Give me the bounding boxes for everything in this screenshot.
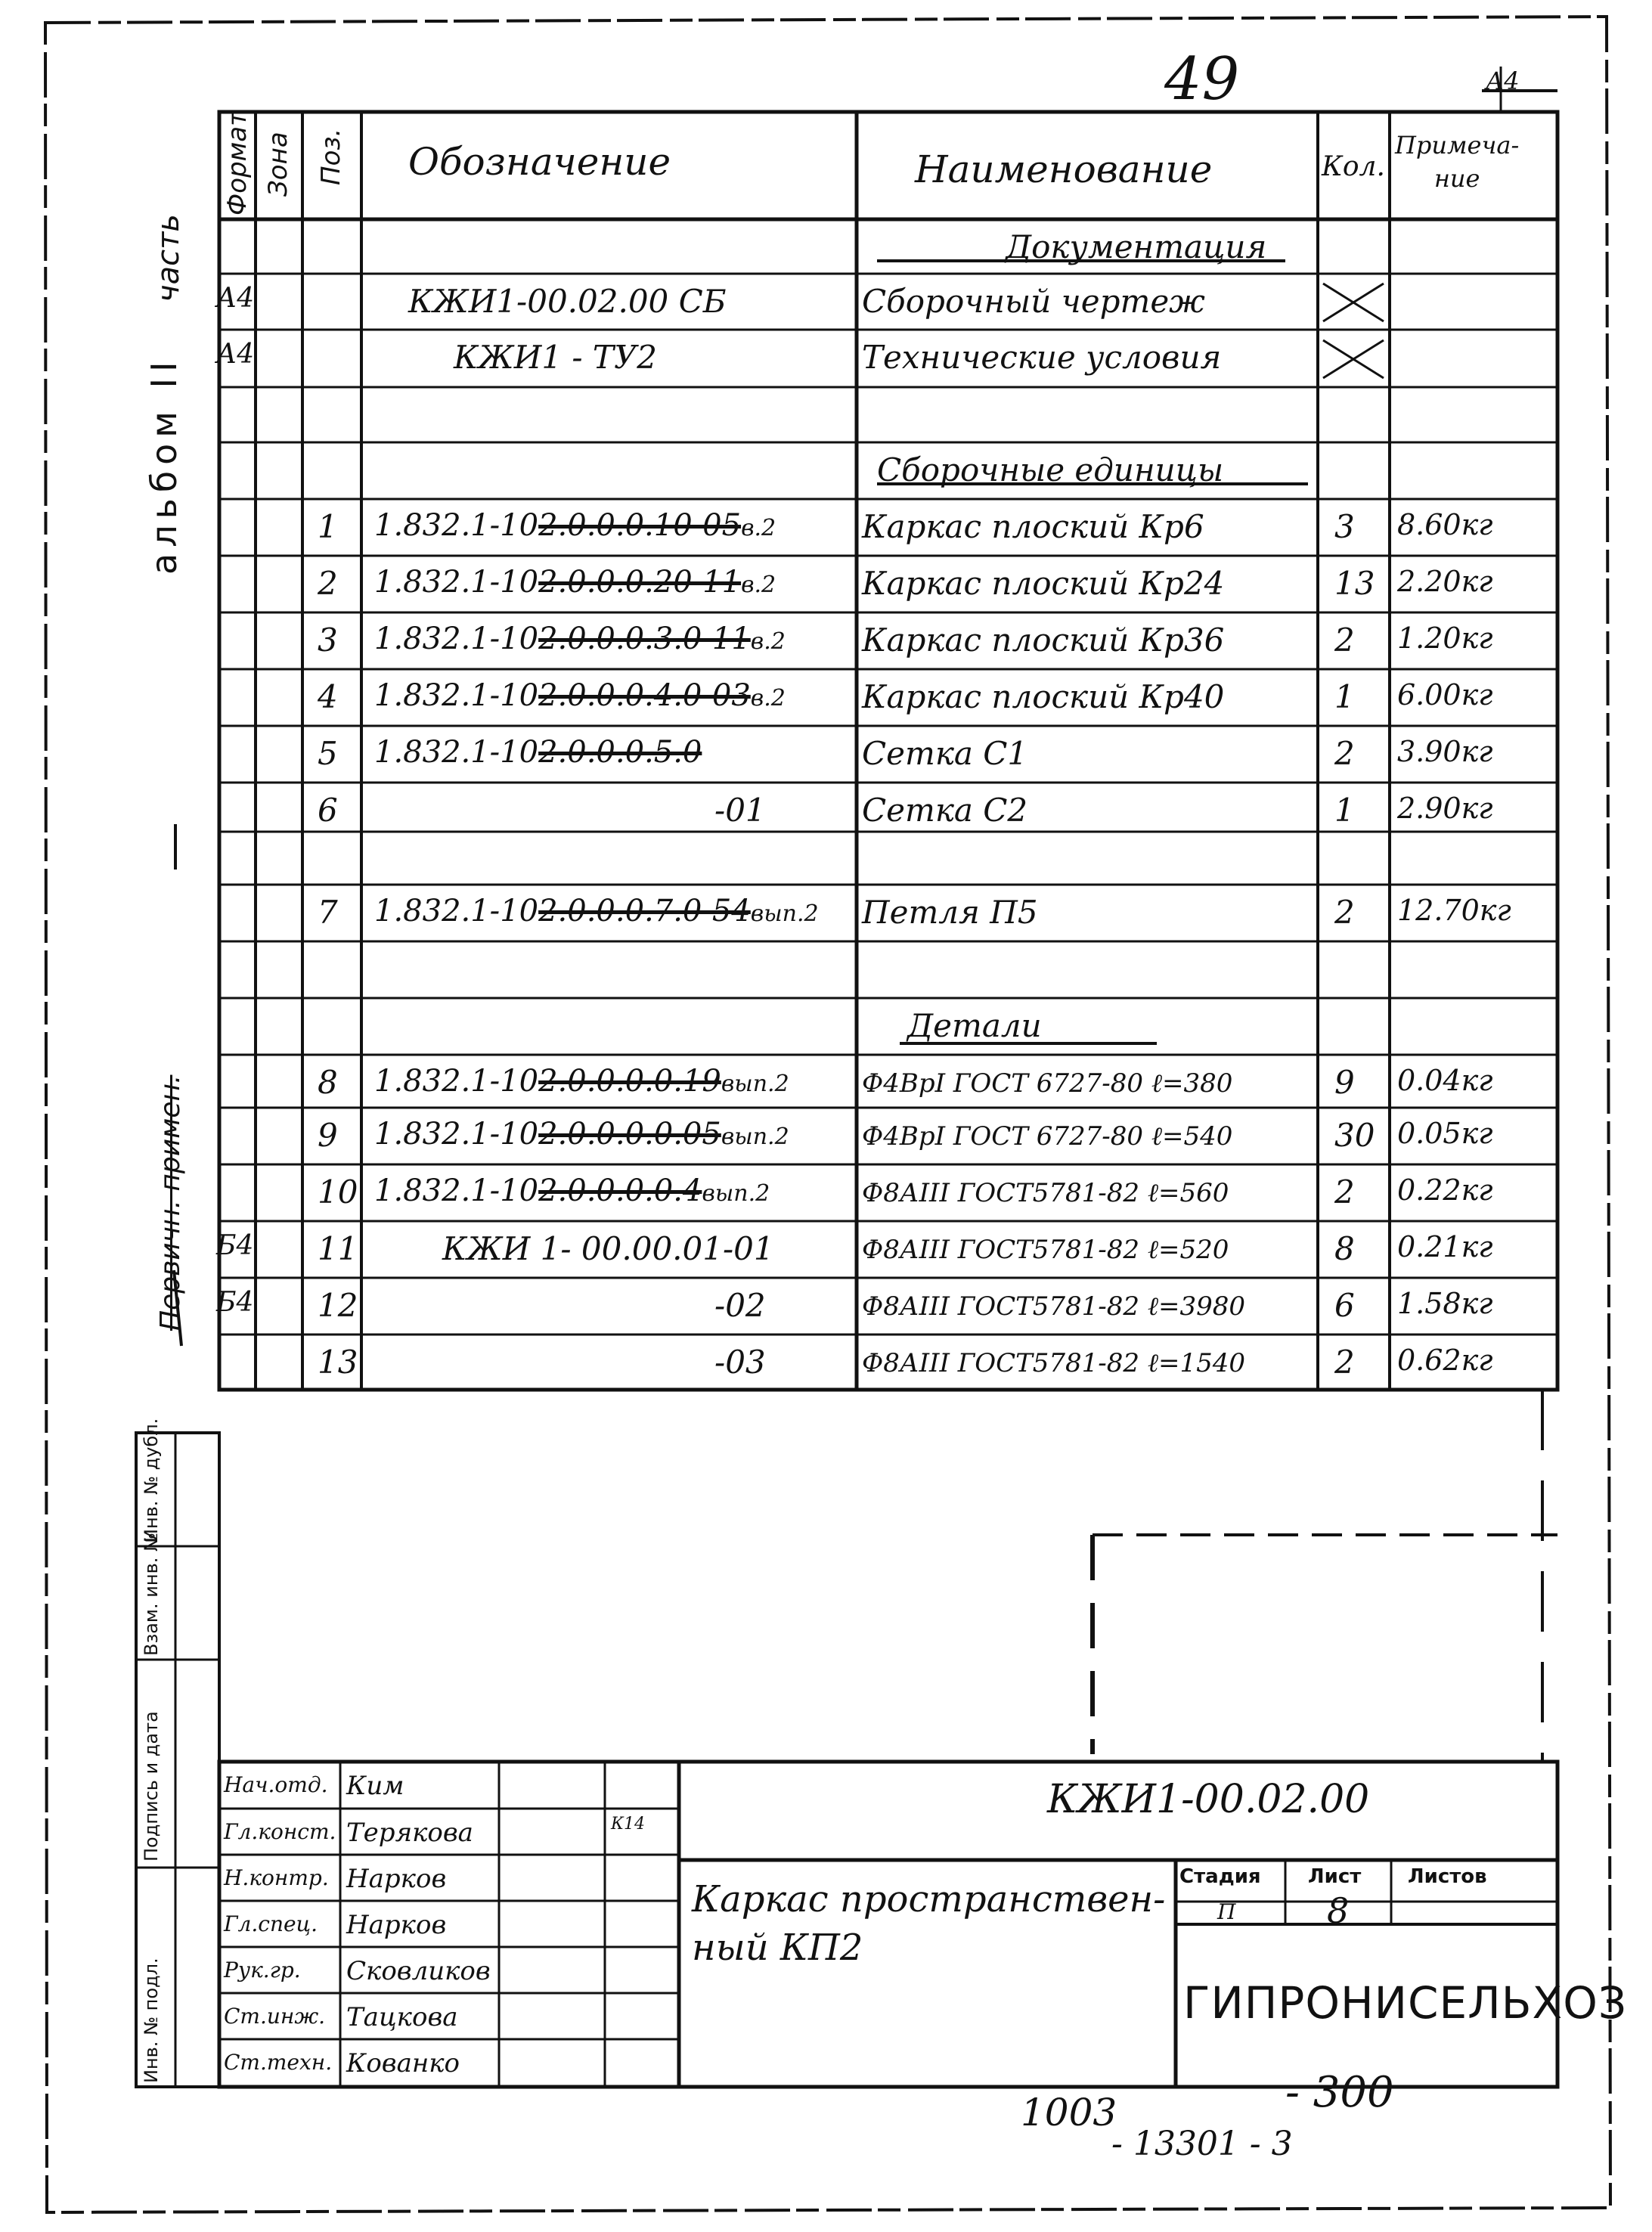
row-name: Ф8АIII ГОСТ5781-82 ℓ=520 [862, 1235, 1229, 1265]
designation-struck: 2.0.0.0.7.0-54 [538, 894, 751, 928]
row-qty: 2 [1334, 735, 1355, 772]
row-pos: 9 [318, 1117, 338, 1154]
designation-struck: 2.0.0.0.0.19 [538, 1064, 721, 1099]
row-qty: 2 [1334, 622, 1355, 659]
designation-base: 1.832.1-10 [374, 565, 539, 600]
row-qty: 9 [1334, 1064, 1355, 1101]
signer-name: Ким [346, 1771, 404, 1801]
signer-role: Ст.инж. [224, 2004, 326, 2029]
designation-struck: 2.0.0.0.0.05 [538, 1117, 721, 1152]
row-qty: 1 [1334, 678, 1355, 715]
designation-tail: вып.2 [721, 1071, 789, 1097]
header-zone: Зона [263, 132, 293, 197]
signer-role: Гл.спец. [224, 1911, 318, 1936]
row-note: 0.04кг [1397, 1064, 1493, 1097]
header-name: Наименование [915, 147, 1213, 191]
row-designation: -01 [714, 792, 766, 829]
doc-title: Каркас пространствен- ный КП2 [692, 1878, 1166, 1969]
bottom-mark-2: - 300 [1285, 2068, 1394, 2117]
row-name: Сетка С2 [862, 792, 1028, 829]
row-note: 12.70кг [1397, 894, 1511, 927]
doc-code: КЖИ1-00.02.00 [1047, 1777, 1370, 1822]
header-qty: Кол. [1322, 151, 1385, 182]
row-note: 1.58кг [1397, 1287, 1493, 1320]
side-album-part: часть [151, 213, 186, 302]
sheets-label: Листов [1408, 1865, 1487, 1888]
row-designation [374, 622, 786, 656]
row-name: Каркас плоский Кр24 [862, 565, 1225, 602]
row-designation [374, 1117, 789, 1152]
side-album-label: альбом II [144, 355, 184, 575]
designation-base: 1.832.1-10 [374, 678, 539, 713]
designation-struck: 2.0.0.0.0.4 [538, 1173, 702, 1208]
row-designation [374, 735, 702, 770]
row-note: 6.00кг [1397, 678, 1493, 711]
row-name: Ф8АIII ГОСТ5781-82 ℓ=3980 [862, 1291, 1246, 1322]
row-pos: 10 [318, 1173, 358, 1211]
strip-inv-dubl: Инв. № дубл. [141, 1418, 162, 1542]
header-designation: Обозначение [408, 140, 671, 184]
row-qty: 6 [1334, 1287, 1355, 1324]
sheet-value: 8 [1327, 1890, 1350, 1931]
designation-tail: вып.2 [702, 1180, 770, 1207]
designation-base: 1.832.1-10 [374, 622, 539, 656]
designation-tail: в.2 [741, 572, 776, 598]
row-qty: 13 [1334, 565, 1375, 602]
stamp-mark: К14 [611, 1815, 646, 1834]
bottom-mark-1: 1003 [1021, 2091, 1117, 2134]
stage-label: Стадия [1179, 1865, 1261, 1888]
row-pos: 7 [318, 894, 338, 931]
designation-base: 1.832.1-10 [374, 508, 539, 543]
row-pos: 8 [318, 1064, 338, 1101]
row-designation [374, 678, 786, 713]
designation-base: 1.832.1-10 [374, 894, 539, 928]
row-designation [374, 565, 776, 600]
section-heading: Сборочные единицы [877, 451, 1224, 488]
row-note: 8.60кг [1397, 508, 1493, 541]
row-name: Каркас плоский Кр6 [862, 508, 1204, 545]
row-pos: 4 [318, 678, 338, 715]
header-format: Формат [222, 111, 253, 215]
row-designation: -03 [714, 1344, 766, 1381]
signer-name: Нарков [346, 1864, 447, 1894]
section-heading: Детали [907, 1007, 1042, 1044]
stage-value: П [1217, 1899, 1236, 1924]
signer-role: Нач.отд. [224, 1772, 328, 1797]
designation-tail: вып.2 [721, 1124, 789, 1150]
row-pos: 5 [318, 735, 338, 772]
signer-role: Гл.конст. [224, 1819, 336, 1844]
row-designation: КЖИ1 - ТУ2 [454, 339, 658, 376]
designation-tail: в.2 [750, 685, 786, 711]
row-designation: -02 [714, 1287, 766, 1324]
row-note: 1.20кг [1397, 622, 1493, 655]
row-designation [374, 508, 776, 543]
row-note: 3.90кг [1397, 735, 1493, 768]
signer-role: Ст.техн. [224, 2050, 333, 2075]
signer-name: Терякова [346, 1818, 473, 1848]
designation-base: 1.832.1-10 [374, 735, 539, 770]
designation-base: 1.832.1-10 [374, 1064, 539, 1099]
signer-name: Сковликов [346, 1956, 491, 1986]
designation-tail: в.2 [750, 628, 786, 655]
row-note: 0.21кг [1397, 1230, 1493, 1263]
row-format: Б4 [216, 1287, 254, 1318]
row-qty: 1 [1334, 792, 1355, 829]
row-name: Ф8АIII ГОСТ5781-82 ℓ=1540 [862, 1348, 1246, 1378]
designation-tail: вып.2 [750, 901, 819, 927]
row-pos: 2 [318, 565, 338, 602]
row-note: 0.22кг [1397, 1173, 1493, 1207]
row-note: 2.90кг [1397, 792, 1493, 825]
row-designation [374, 894, 819, 928]
bottom-mark-3: - 13301 - 3 [1111, 2125, 1293, 2163]
strip-vzam-inv: Взам. инв. № [141, 1533, 162, 1656]
row-designation [374, 1173, 770, 1208]
signer-name: Нарков [346, 1910, 447, 1940]
row-name: Сетка С1 [862, 735, 1028, 772]
row-pos: 11 [318, 1230, 358, 1267]
header-note: Примеча- ние [1395, 131, 1520, 193]
row-qty: 3 [1334, 508, 1355, 545]
row-note: 0.62кг [1397, 1344, 1493, 1377]
row-name: Технические условия [862, 339, 1222, 376]
strip-inv-podl: Инв. № подл. [141, 1958, 162, 2083]
row-name: Ф8АIII ГОСТ5781-82 ℓ=560 [862, 1178, 1229, 1208]
row-qty: 2 [1334, 1173, 1355, 1211]
row-designation: КЖИ1-00.02.00 СБ [408, 283, 727, 320]
row-qty: 30 [1334, 1117, 1375, 1154]
row-qty: 2 [1334, 1344, 1355, 1381]
row-name: Каркас плоский Кр36 [862, 622, 1225, 659]
row-name: Ф4ВрI ГОСТ 6727-80 ℓ=540 [862, 1121, 1233, 1152]
row-designation [374, 1064, 789, 1099]
section-heading: Документация [1006, 228, 1267, 265]
designation-struck: 2.0.0.0.5.0 [538, 735, 702, 770]
row-format: А4 [216, 339, 255, 370]
row-note: 2.20кг [1397, 565, 1493, 598]
row-name: Каркас плоский Кр40 [862, 678, 1225, 715]
sheet-label: Лист [1308, 1865, 1362, 1888]
row-name: Сборочный чертеж [862, 283, 1205, 320]
signer-name: Кованко [346, 2048, 460, 2079]
signer-role: Н.контр. [224, 1865, 329, 1890]
organization-name: ГИПРОНИСЕЛЬХОЗ [1183, 1977, 1628, 2029]
row-pos: 3 [318, 622, 338, 659]
designation-tail: в.2 [741, 515, 776, 541]
row-qty: 2 [1334, 894, 1355, 931]
side-lower-label: Первичн. примен. [155, 1074, 186, 1331]
designation-base: 1.832.1-10 [374, 1173, 539, 1208]
row-format: А4 [216, 283, 255, 314]
row-pos: 6 [318, 792, 338, 829]
row-note: 0.05кг [1397, 1117, 1493, 1150]
row-name: Ф4ВрI ГОСТ 6727-80 ℓ=380 [862, 1068, 1233, 1099]
row-pos: 12 [318, 1287, 358, 1324]
designation-struck: 2.0.0.0.20-11 [538, 565, 742, 600]
designation-struck: 2.0.0.0.3.0-11 [538, 622, 751, 656]
designation-struck: 2.0.0.0.4.0-03 [538, 678, 751, 713]
page-number: 49 [1164, 45, 1240, 113]
signer-role: Рук.гр. [224, 1958, 301, 1982]
header-pos: Поз. [316, 128, 346, 185]
row-qty: 8 [1334, 1230, 1355, 1267]
signer-name: Тацкова [346, 2002, 458, 2032]
designation-struck: 2.0.0.0.10-05 [538, 508, 742, 543]
row-pos: 13 [318, 1344, 358, 1381]
row-name: Петля П5 [862, 894, 1038, 931]
row-format: Б4 [216, 1230, 254, 1261]
sheet-format-mark: А4 [1486, 67, 1520, 95]
designation-base: 1.832.1-10 [374, 1117, 539, 1152]
row-designation: КЖИ 1- 00.00.01-01 [442, 1230, 774, 1267]
row-pos: 1 [318, 508, 338, 545]
strip-podpis-data: Подпись и дата [141, 1711, 162, 1862]
